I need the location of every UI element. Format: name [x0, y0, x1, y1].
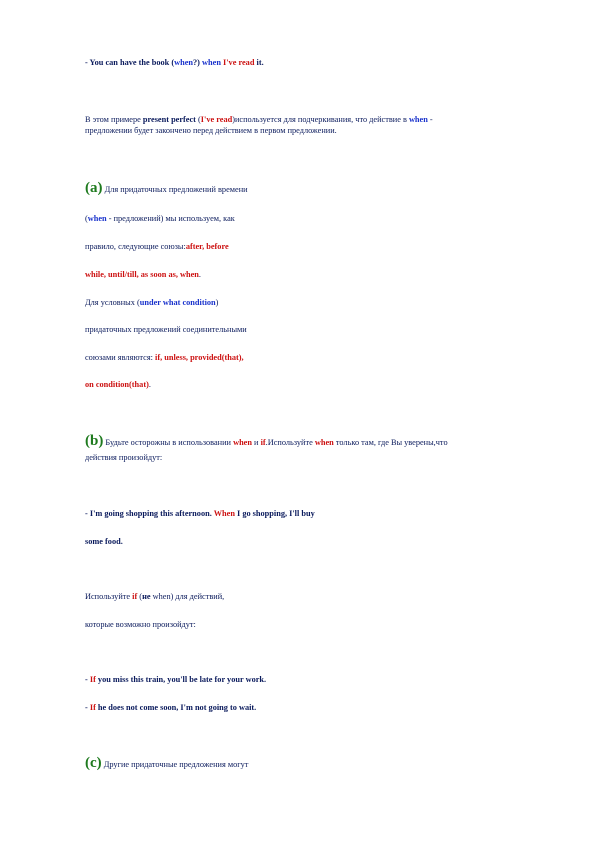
section-b-line-5	[85, 590, 224, 604]
keyword-if: If	[89, 675, 96, 684]
text: - You can have the book (	[85, 58, 175, 67]
section-b-line-2: действия произойдут:	[85, 453, 163, 462]
keyword-when: when	[408, 115, 428, 124]
keyword-condition: under what condition	[139, 298, 216, 307]
keyword-when: when	[87, 214, 107, 223]
keyword-ive-read: I've read	[223, 58, 255, 67]
text: - предложений) мы используем, как	[106, 214, 235, 223]
text: he does not come soon, I'm not going to wait.	[95, 703, 257, 712]
section-c-heading	[85, 756, 248, 772]
text: (	[195, 115, 201, 124]
keyword-if: If	[89, 703, 96, 712]
text: it.	[254, 58, 264, 67]
example-sentence-2	[85, 507, 315, 521]
section-a-line-7	[85, 351, 244, 365]
text: только там, где Вы уверены,что	[333, 438, 448, 447]
example-sentence-4	[85, 701, 256, 715]
keyword-when: when	[314, 438, 334, 447]
text: -	[85, 703, 90, 712]
keyword-if: if	[260, 438, 266, 447]
text: и	[251, 438, 261, 447]
section-a-line-8	[85, 378, 151, 392]
text: ?)	[193, 58, 203, 67]
keyword-ive-read: I've read	[200, 115, 233, 124]
conjunctions: after, before	[185, 242, 229, 251]
example-sentence-1	[85, 56, 264, 70]
text: .	[148, 380, 151, 389]
section-marker-a: (a)	[85, 180, 103, 196]
keyword-if: if	[132, 592, 138, 601]
text: Будьте осторожны в использовании	[103, 438, 234, 447]
section-marker-b: (b)	[85, 433, 104, 449]
text: Для условных (	[85, 298, 140, 307]
text: I go shopping, I'll buy	[234, 509, 315, 518]
conjunctions: if, unless, provided(that),	[155, 353, 244, 362]
keyword-when: when	[202, 58, 221, 67]
keyword-when: when	[233, 438, 252, 447]
text: )используется для подчеркивания, что действие в	[232, 115, 409, 124]
text: you miss this train, you'll be late for your work.	[95, 675, 267, 684]
text: -	[427, 115, 433, 124]
conjunctions: on condition(that)	[85, 380, 149, 389]
conjunctions: while, until/till, as soon as, when	[85, 270, 199, 279]
section-a-line-3	[85, 240, 229, 254]
text: )	[215, 298, 219, 307]
text: -	[85, 675, 90, 684]
keyword-when: when	[174, 58, 194, 67]
text: В этом примере	[85, 115, 143, 124]
section-a-text: Для придаточных предложений времени	[104, 185, 248, 194]
section-a-heading	[85, 181, 248, 197]
text: Используйте	[85, 592, 133, 601]
section-a-line-4	[85, 268, 201, 282]
section-a-line-2	[85, 212, 235, 226]
text: (	[85, 214, 88, 223]
text: .Используйте	[265, 438, 315, 447]
text: правило, следующие союзы:	[85, 242, 186, 251]
explanation-line-2: предложении будет закончено перед действием в первом предложении.	[85, 126, 337, 135]
section-b-heading	[85, 434, 448, 450]
section-c-text: Другие придаточные предложения могут	[103, 760, 249, 769]
section-marker-c: (c)	[85, 755, 102, 771]
text: when) для действий,	[150, 592, 225, 601]
text: союзами являются:	[85, 353, 156, 362]
example-sentence-3	[85, 673, 266, 687]
term-present-perfect: present perfect	[142, 115, 196, 124]
word-ne: не	[142, 592, 151, 601]
text: .	[198, 270, 201, 279]
keyword-when: When	[213, 509, 235, 518]
text: - I'm going shopping this afternoon.	[85, 509, 214, 518]
section-a-line-5	[85, 296, 218, 310]
text: (	[137, 592, 143, 601]
section-b-line-6: которые возможно произойдут:	[85, 620, 196, 629]
example-sentence-2-cont: some food.	[85, 537, 123, 546]
section-a-line-6: придаточных предложений соединительными	[85, 325, 247, 334]
